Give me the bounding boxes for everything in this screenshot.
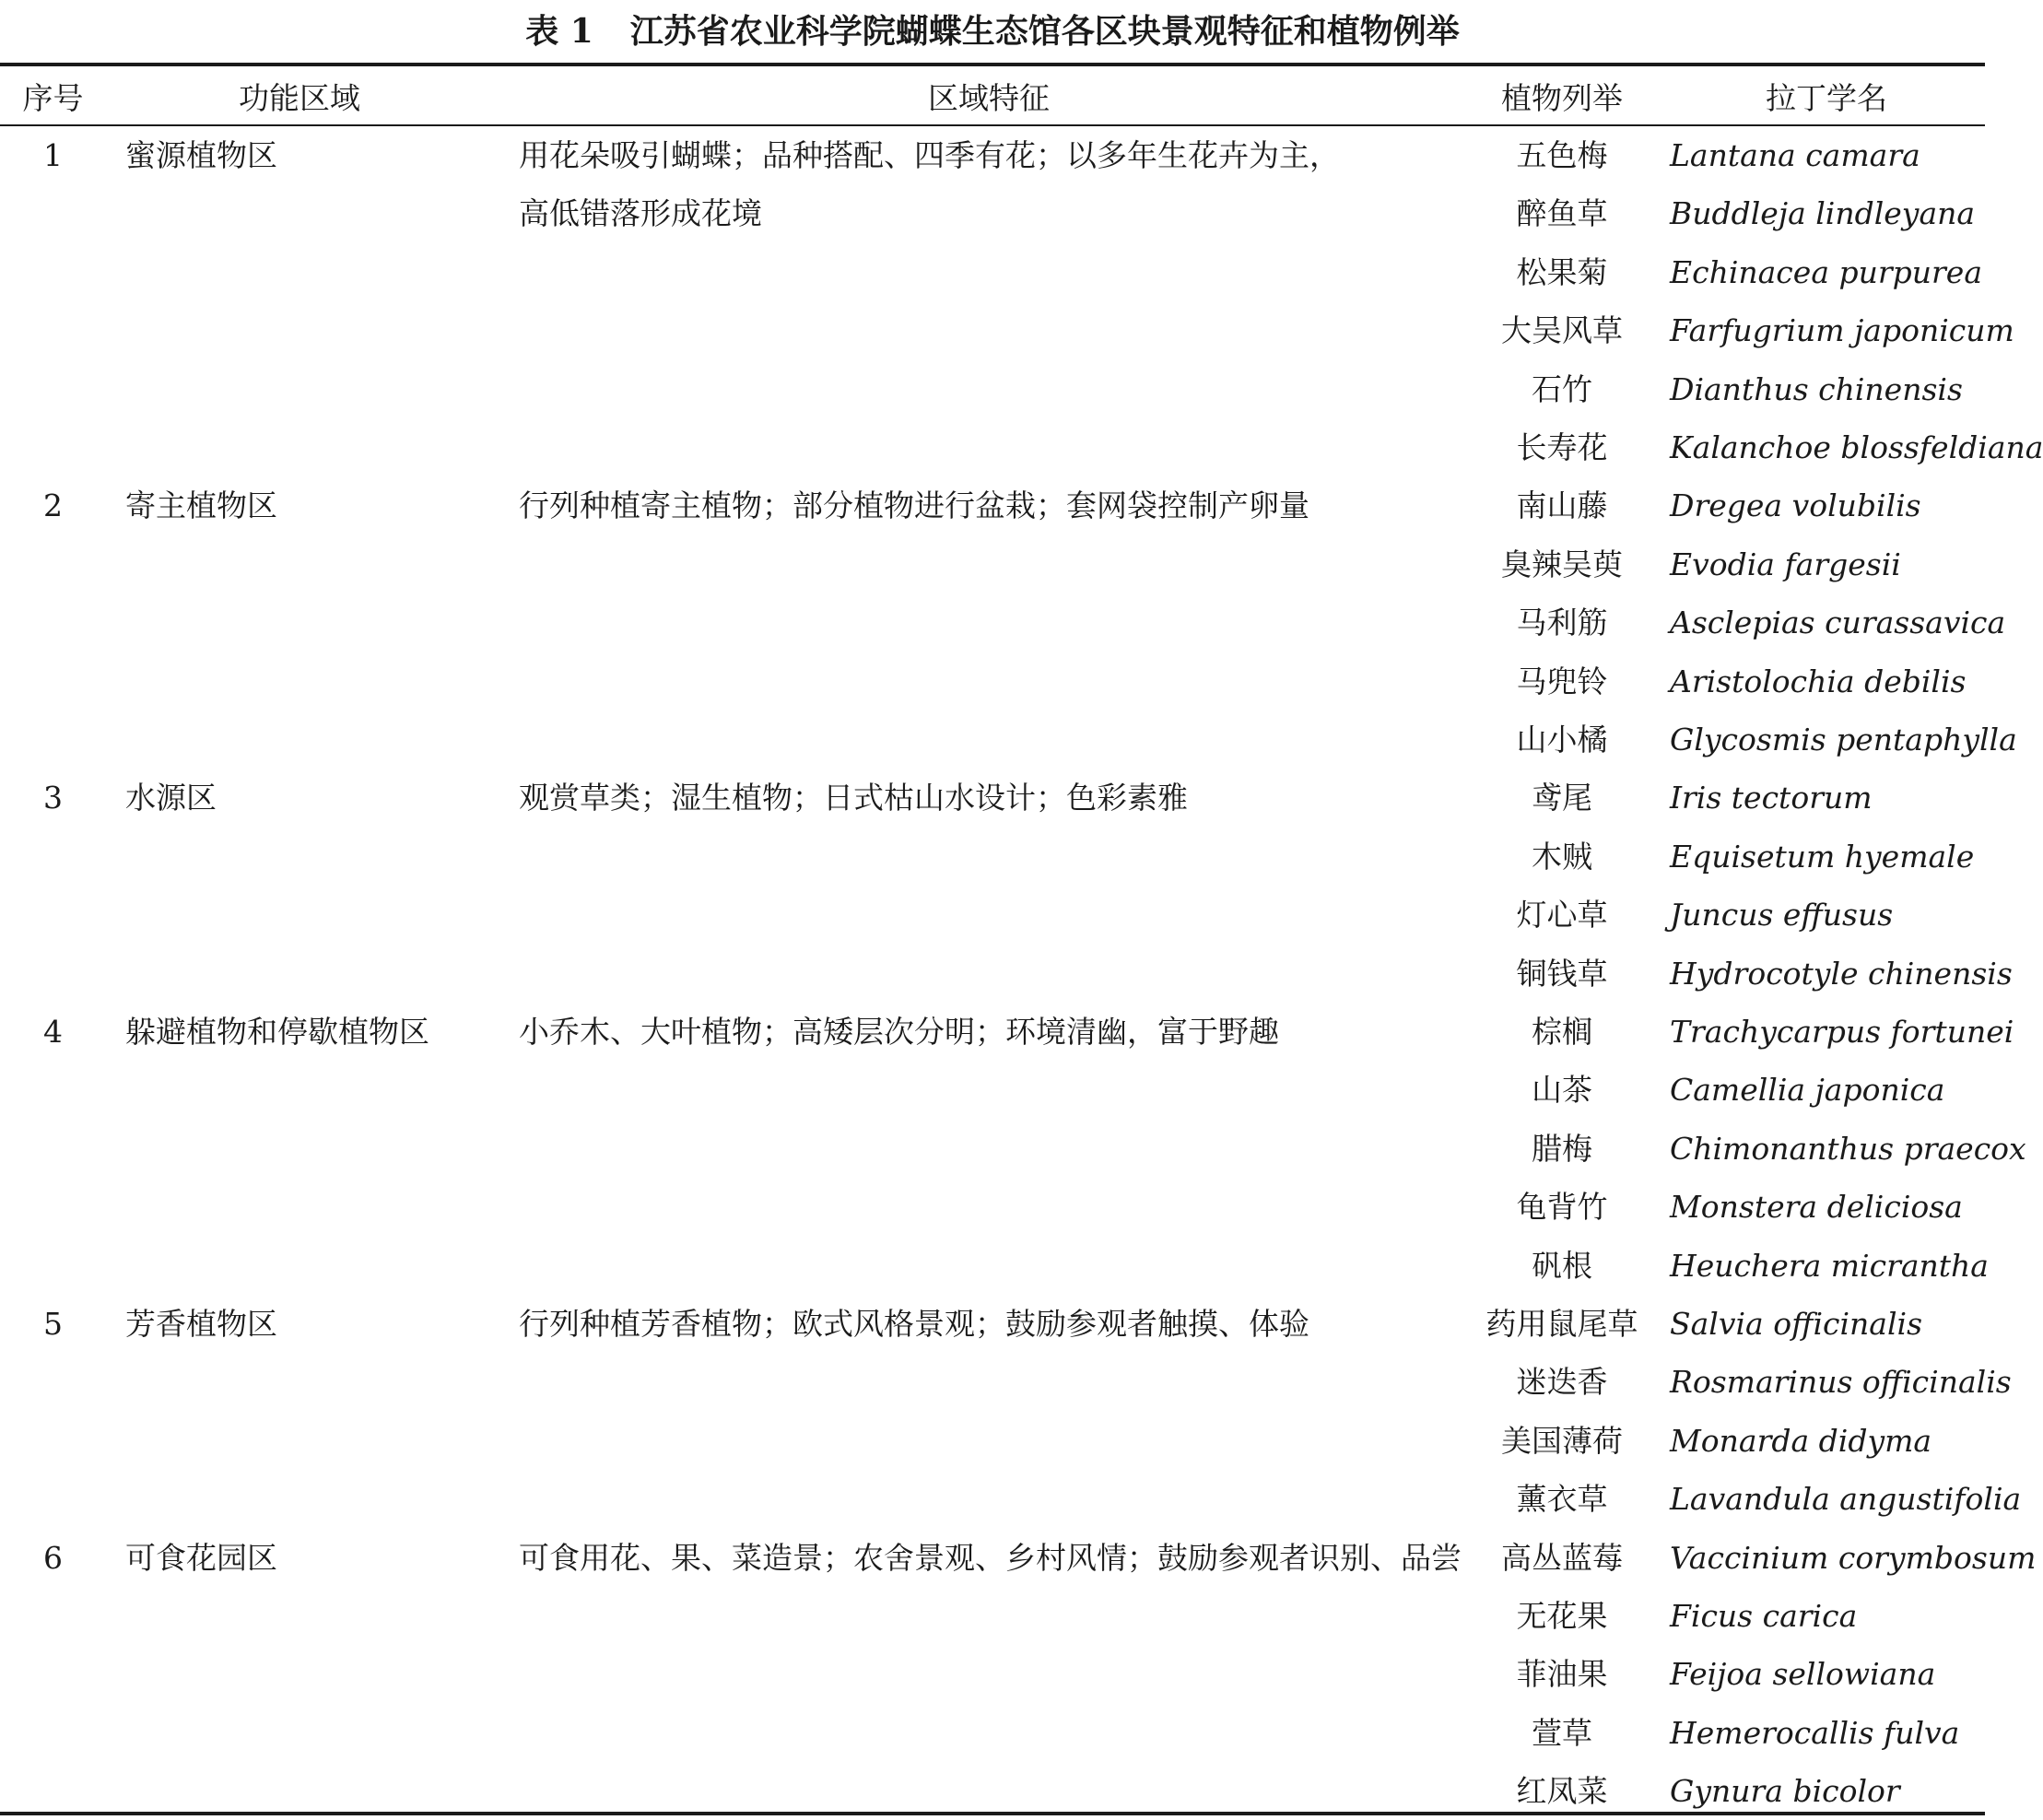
plant-name: 灯心草: [1516, 897, 1608, 933]
plant-name: 腊梅: [1532, 1130, 1592, 1167]
plant-latin-name: Heuchera micrantha: [1670, 1247, 1989, 1284]
plant-name: 马兜铃: [1516, 663, 1608, 699]
zone-name: 水源区: [125, 780, 217, 816]
plant-latin-name: Ficus carica: [1670, 1598, 1858, 1634]
bottom-rule: [0, 1812, 1985, 1815]
plant-latin-name: Glycosmis pentaphylla: [1670, 722, 2017, 757]
zone-features-line: 高低错落形成花境: [519, 195, 762, 232]
zone-name: 寄主植物区: [125, 487, 277, 524]
plant-name: 山小橘: [1516, 722, 1608, 757]
top-rule: [0, 63, 1985, 66]
plant-name: 高丛蓝莓: [1501, 1539, 1623, 1576]
table-number: 表 1: [525, 12, 593, 51]
plant-latin-name: Salvia officinalis: [1670, 1306, 1923, 1342]
plant-name: 药用鼠尾草: [1485, 1306, 1638, 1342]
zone-features-line: 可食用花、果、菜造景；农舍景观、乡村风情；鼓励参观者识别、品尝: [519, 1539, 1462, 1576]
zone-features-line: 用花朵吸引蝴蝶；品种搭配、四季有花；以多年生花卉为主，: [519, 137, 1340, 173]
plant-name: 菲油果: [1516, 1656, 1608, 1693]
plant-latin-name: Feijoa sellowiana: [1670, 1656, 1936, 1693]
plant-name: 龟背竹: [1516, 1189, 1608, 1226]
plant-latin-name: Iris tectorum: [1670, 780, 1873, 816]
plant-latin-name: Aristolochia debilis: [1670, 663, 1967, 699]
plant-name: 棕榈: [1532, 1014, 1592, 1050]
plant-latin-name: Hemerocallis fulva: [1670, 1714, 1960, 1751]
plant-latin-name: Dianthus chinensis: [1670, 370, 1963, 407]
header-features: 区域特征: [928, 80, 1050, 116]
zone-number: 4: [43, 1014, 63, 1050]
plant-name: 美国薄荷: [1501, 1422, 1623, 1459]
plant-latin-name: Camellia japonica: [1670, 1072, 1945, 1109]
plant-latin-name: Lavandula angustifolia: [1670, 1481, 2022, 1518]
plant-name: 鸢尾: [1532, 780, 1592, 816]
plant-latin-name: Echinacea purpurea: [1670, 253, 1982, 290]
plant-latin-name: Farfugrium japonicum: [1670, 312, 2014, 349]
zone-number: 3: [43, 780, 63, 816]
plant-name: 木贼: [1532, 838, 1592, 875]
plant-name: 矾根: [1532, 1247, 1592, 1284]
plant-name: 山茶: [1532, 1072, 1592, 1109]
zone-name: 可食花园区: [125, 1539, 277, 1576]
plant-name: 石竹: [1532, 370, 1592, 407]
plant-name: 松果菊: [1516, 253, 1608, 290]
plant-name: 醉鱼草: [1516, 195, 1608, 232]
plant-latin-name: Buddleja lindleyana: [1670, 195, 1976, 232]
plant-latin-name: Monstera deliciosa: [1670, 1189, 1963, 1226]
plant-latin-name: Equisetum hyemale: [1670, 838, 1975, 875]
zone-features-line: 小乔木、大叶植物；高矮层次分明；环境清幽，富于野趣: [519, 1014, 1279, 1050]
header-plants: 植物列举: [1501, 80, 1623, 116]
plant-name: 铜钱草: [1516, 955, 1608, 992]
plant-latin-name: Hydrocotyle chinensis: [1670, 955, 2013, 992]
zone-name: 芳香植物区: [125, 1306, 277, 1342]
zone-number: 5: [43, 1306, 63, 1342]
zone-features-line: 观赏草类；湿生植物；日式枯山水设计；色彩素雅: [519, 780, 1188, 816]
plant-name: 臭辣吴萸: [1501, 546, 1623, 582]
plant-name: 萱草: [1532, 1714, 1592, 1751]
zone-number: 1: [43, 137, 63, 173]
zone-name: 蜜源植物区: [125, 137, 277, 173]
plant-latin-name: Evodia fargesii: [1670, 546, 1901, 582]
plant-latin-name: Rosmarinus officinalis: [1670, 1364, 2012, 1401]
plant-name: 迷迭香: [1516, 1364, 1608, 1401]
plant-latin-name: Juncus effusus: [1670, 897, 1894, 933]
zone-features-line: 行列种植寄主植物；部分植物进行盆栽；套网袋控制产卵量: [519, 487, 1309, 524]
plant-name: 大吴风草: [1501, 312, 1623, 349]
header-no: 序号: [22, 80, 84, 116]
plant-latin-name: Lantana camara: [1670, 137, 1920, 173]
header-function-area: 功能区域: [239, 80, 360, 116]
plant-latin-name: Chimonanthus praecox: [1670, 1130, 2026, 1167]
plant-latin-name: Dregea volubilis: [1670, 487, 1921, 524]
table-title: 江苏省农业科学院蝴蝶生态馆各区块景观特征和植物例举: [629, 12, 1460, 51]
plant-name: 南山藤: [1516, 487, 1608, 524]
zone-number: 6: [43, 1539, 63, 1576]
header-latin: 拉丁学名: [1766, 80, 1887, 116]
plant-latin-name: Gynura bicolor: [1670, 1773, 1900, 1810]
plant-name: 薰衣草: [1516, 1481, 1608, 1518]
plant-latin-name: Asclepias curassavica: [1670, 605, 2006, 641]
plant-latin-name: Trachycarpus fortunei: [1670, 1014, 2014, 1050]
plant-name: 马利筋: [1516, 605, 1608, 641]
zone-number: 2: [43, 487, 63, 524]
plant-latin-name: Monarda didyma: [1670, 1422, 1932, 1459]
zone-name: 躲避植物和停歇植物区: [125, 1014, 429, 1050]
table-caption: [0, 6, 1985, 57]
plant-name: 红凤菜: [1516, 1773, 1608, 1810]
plant-name: 无花果: [1516, 1598, 1608, 1634]
plant-name: 五色梅: [1516, 137, 1608, 173]
plant-latin-name: Vaccinium corymbosum: [1670, 1539, 2037, 1576]
zone-features-line: 行列种植芳香植物；欧式风格景观；鼓励参观者触摸、体验: [519, 1306, 1309, 1342]
plant-latin-name: Kalanchoe blossfeldiana: [1670, 429, 2043, 465]
plant-name: 长寿花: [1516, 429, 1608, 465]
